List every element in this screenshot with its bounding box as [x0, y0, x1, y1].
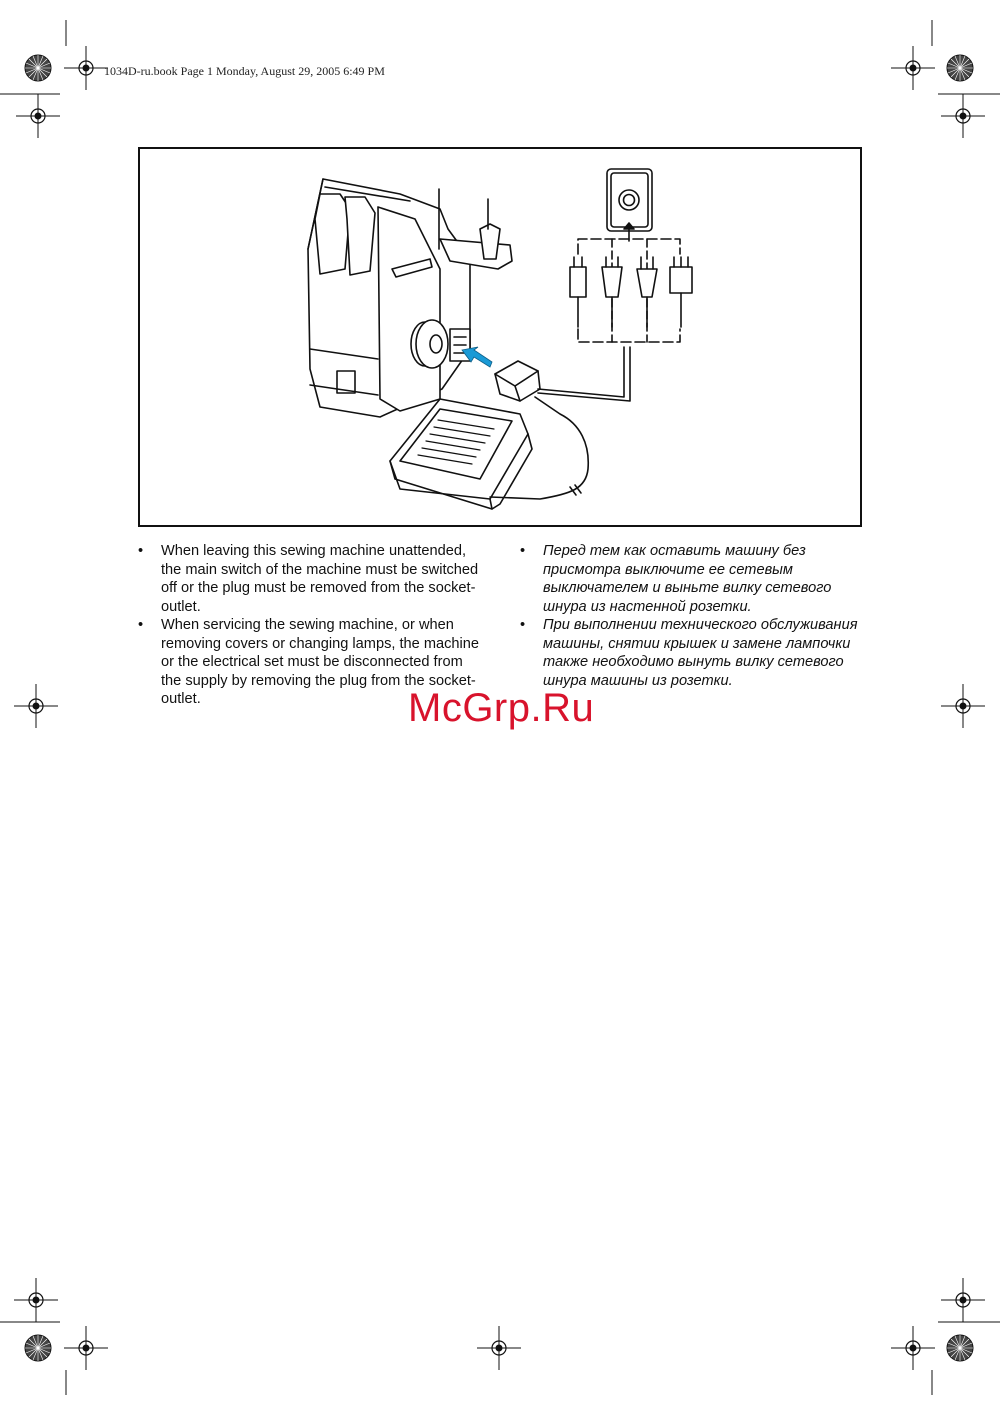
right-bottom-crosshair: [941, 1278, 985, 1322]
right-mid-crosshair: [941, 684, 985, 728]
bottom-left-crosshair: [64, 1326, 108, 1370]
wall-outlet-drawing: [607, 169, 652, 241]
sewing-machine-power-illustration: [140, 149, 860, 525]
sewing-machine-drawing: [308, 179, 512, 417]
bottom-right-crosshair: [891, 1326, 935, 1370]
top-right-crosshair: [891, 46, 935, 90]
left-mid-crosshair: [14, 684, 58, 728]
right-top-crosshair: [941, 94, 985, 138]
illustration-frame: [138, 147, 862, 527]
book-header: 1034D-ru.book Page 1 Monday, August 29, 2005 6:49 PM: [104, 64, 385, 78]
top-right-sunburst-mark: [947, 55, 973, 81]
english-warning-item: • When leaving this sewing machine unattended, the main switch of the machine must be switched off or the plug must be removed from the socket-outlet.: [138, 543, 479, 615]
russian-warning-item: • Перед тем как оставить машину без присмотра выключите ее сетевым выключателем и выньте вилку сетевого шнура из настенной розетки.: [520, 543, 832, 615]
plug-types-drawing: [570, 239, 692, 342]
bottom-left-sunburst-mark: [25, 1335, 51, 1361]
bottom-center-crosshair: [477, 1326, 521, 1370]
english-warnings: [138, 542, 483, 709]
foot-controller-drawing: [390, 399, 532, 509]
bottom-right-sunburst-mark: [947, 1335, 973, 1361]
left-top-crosshair: [16, 94, 60, 138]
watermark: McGrp.Ru: [408, 686, 595, 730]
russian-warning-item: • При выполнении технического обслуживания машины, снятии крышек и замене лампочки также необходимо вынуть вилку сетевого шнура машины из розетки.: [520, 617, 858, 689]
russian-warnings: [520, 542, 865, 690]
top-left-crosshair: [64, 46, 108, 90]
english-warning-item: • When servicing the sewing machine, or when removing covers or changing lamps, the machine or the electrical set must be disconnected from the supply by removing the plug from the socket-outlet.: [138, 617, 479, 707]
top-left-sunburst-mark: [25, 55, 51, 81]
left-bottom-crosshair: [14, 1278, 58, 1322]
